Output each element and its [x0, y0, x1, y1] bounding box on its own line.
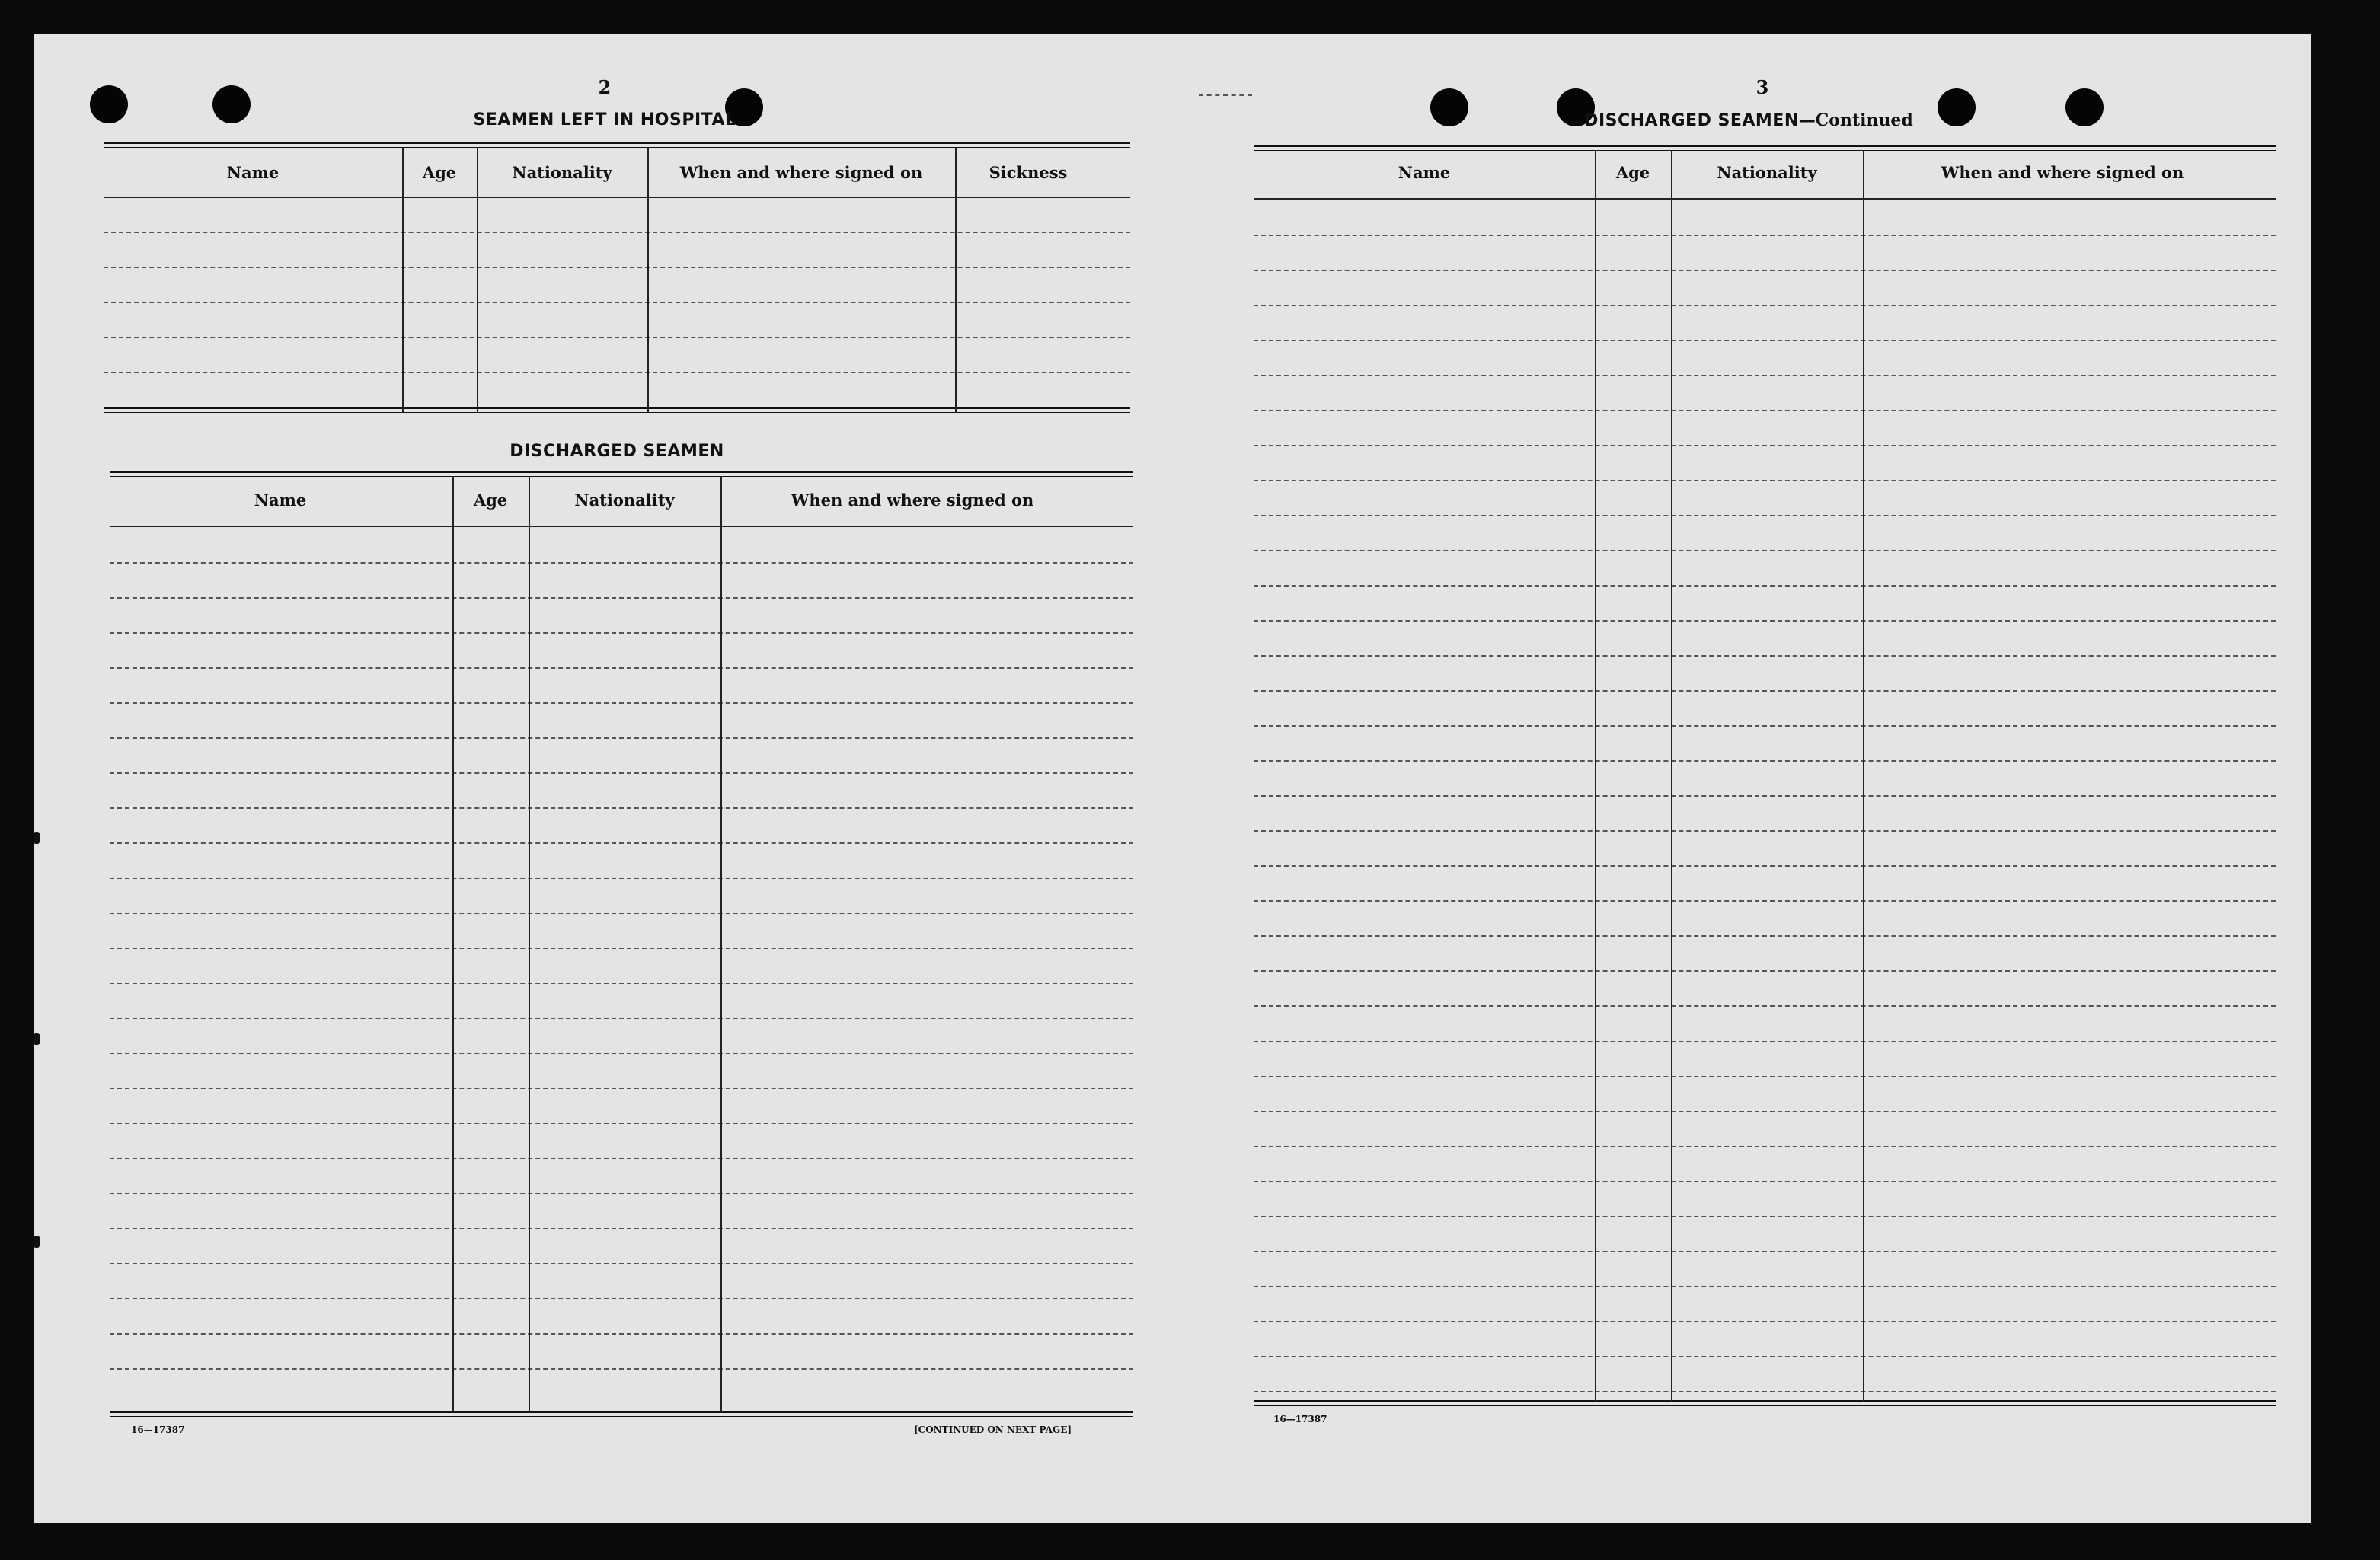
form-number: 16—17387 — [1273, 1414, 1327, 1424]
row-line — [1254, 1005, 2276, 1007]
page-number: 2 — [598, 76, 612, 98]
row-line — [1254, 1111, 2276, 1112]
row-line — [104, 267, 1130, 268]
row-line — [1254, 410, 2276, 411]
row-line — [110, 1263, 1133, 1264]
continued-note: [CONTINUED ON NEXT PAGE] — [914, 1424, 1072, 1435]
row-line — [110, 913, 1133, 914]
row-line — [110, 983, 1133, 984]
row-line — [1254, 1251, 2276, 1252]
page-number: 3 — [1755, 76, 1769, 98]
row-line — [1254, 1146, 2276, 1147]
table-bottom-rule — [110, 1411, 1133, 1413]
row-line — [1254, 830, 2276, 832]
row-line — [1254, 1286, 2276, 1287]
margin-mark — [34, 1033, 40, 1045]
punch-hole — [2065, 88, 2104, 126]
punch-hole — [1430, 88, 1468, 126]
row-line — [1254, 515, 2276, 516]
row-line — [110, 737, 1133, 739]
row-line — [1254, 1216, 2276, 1217]
column-divider — [402, 148, 404, 413]
discharged-section-title: DISCHARGED SEAMEN — [510, 442, 724, 461]
row-line — [1254, 970, 2276, 972]
table-bottom-rule — [104, 407, 1130, 409]
table-top-rule — [110, 471, 1133, 473]
row-line — [1254, 760, 2276, 762]
row-line — [110, 878, 1133, 879]
column-header-age: Age — [1615, 163, 1650, 182]
header-rule — [110, 526, 1133, 527]
table-top-rule — [104, 142, 1130, 144]
row-line — [1254, 690, 2276, 692]
column-header-nationality: Nationality — [512, 163, 612, 182]
punch-hole — [212, 85, 251, 123]
row-line — [110, 1053, 1133, 1054]
row-line — [1254, 305, 2276, 306]
row-line — [110, 667, 1133, 669]
row-line — [110, 632, 1133, 634]
row-line — [104, 232, 1130, 233]
column-divider — [1863, 151, 1864, 1402]
column-header-age: Age — [422, 163, 457, 182]
column-header-nationality: Nationality — [574, 491, 675, 510]
row-line — [110, 842, 1133, 844]
column-header-signed-on: When and where signed on — [791, 491, 1034, 510]
row-line — [1254, 1356, 2276, 1357]
row-line — [110, 1123, 1133, 1124]
row-line — [110, 1018, 1133, 1019]
row-line — [110, 1088, 1133, 1089]
row-line — [110, 807, 1133, 809]
header-rule — [104, 197, 1130, 198]
table-top-rule — [1254, 145, 2276, 147]
page-divider — [1199, 94, 1252, 96]
row-line — [1254, 1041, 2276, 1042]
column-header-name: Name — [226, 163, 280, 182]
row-line — [110, 1193, 1133, 1194]
row-line — [1254, 865, 2276, 867]
row-line — [110, 1368, 1133, 1370]
punch-hole — [1938, 88, 1976, 126]
margin-mark — [34, 832, 40, 844]
row-line — [1254, 620, 2276, 622]
row-line — [1254, 900, 2276, 902]
row-line — [1254, 270, 2276, 271]
row-line — [1254, 725, 2276, 727]
row-line — [1254, 1321, 2276, 1322]
row-line — [1254, 235, 2276, 236]
column-divider — [720, 477, 722, 1412]
row-line — [1254, 1076, 2276, 1077]
column-divider — [477, 148, 478, 413]
column-header-signed-on: When and where signed on — [679, 163, 923, 182]
column-divider — [647, 148, 649, 413]
punch-hole — [90, 85, 128, 123]
column-header-nationality: Nationality — [1717, 163, 1817, 182]
column-divider — [529, 477, 530, 1412]
row-line — [110, 597, 1133, 599]
row-line — [1254, 585, 2276, 587]
row-line — [1254, 340, 2276, 341]
row-line — [104, 337, 1130, 338]
column-divider — [1671, 151, 1672, 1402]
row-line — [110, 772, 1133, 774]
hospital-section-title: SEAMEN LEFT IN HOSPITAL — [473, 110, 736, 129]
column-header-name: Name — [1398, 163, 1451, 182]
row-line — [104, 302, 1130, 303]
row-line — [110, 562, 1133, 564]
column-header-sickness: Sickness — [989, 163, 1068, 182]
row-line — [110, 1333, 1133, 1335]
discharged-continued-title — [1584, 110, 1913, 130]
title-suffix: —Continued — [1798, 110, 1913, 130]
column-divider — [452, 477, 454, 1412]
form-number: 16—17387 — [131, 1424, 185, 1435]
margin-mark — [34, 1236, 40, 1248]
form-sheet — [34, 34, 2311, 1523]
column-divider — [1595, 151, 1596, 1402]
row-line — [110, 1298, 1133, 1299]
row-line — [1254, 480, 2276, 481]
row-line — [110, 1228, 1133, 1229]
row-line — [110, 948, 1133, 949]
row-line — [1254, 795, 2276, 797]
row-line — [110, 702, 1133, 704]
row-line — [1254, 655, 2276, 657]
row-line — [1254, 445, 2276, 446]
column-header-signed-on: When and where signed on — [1941, 163, 2184, 182]
row-line — [1254, 1391, 2276, 1392]
column-header-name: Name — [254, 491, 307, 510]
header-rule — [1254, 198, 2276, 200]
column-divider — [955, 148, 957, 413]
column-header-age: Age — [473, 491, 508, 510]
row-line — [1254, 1181, 2276, 1182]
row-line — [110, 1158, 1133, 1159]
table-bottom-rule — [1254, 1400, 2276, 1402]
row-line — [1254, 935, 2276, 937]
row-line — [1254, 375, 2276, 376]
row-line — [1254, 550, 2276, 551]
row-line — [104, 372, 1130, 373]
title-main: DISCHARGED SEAMEN — [1584, 111, 1799, 130]
